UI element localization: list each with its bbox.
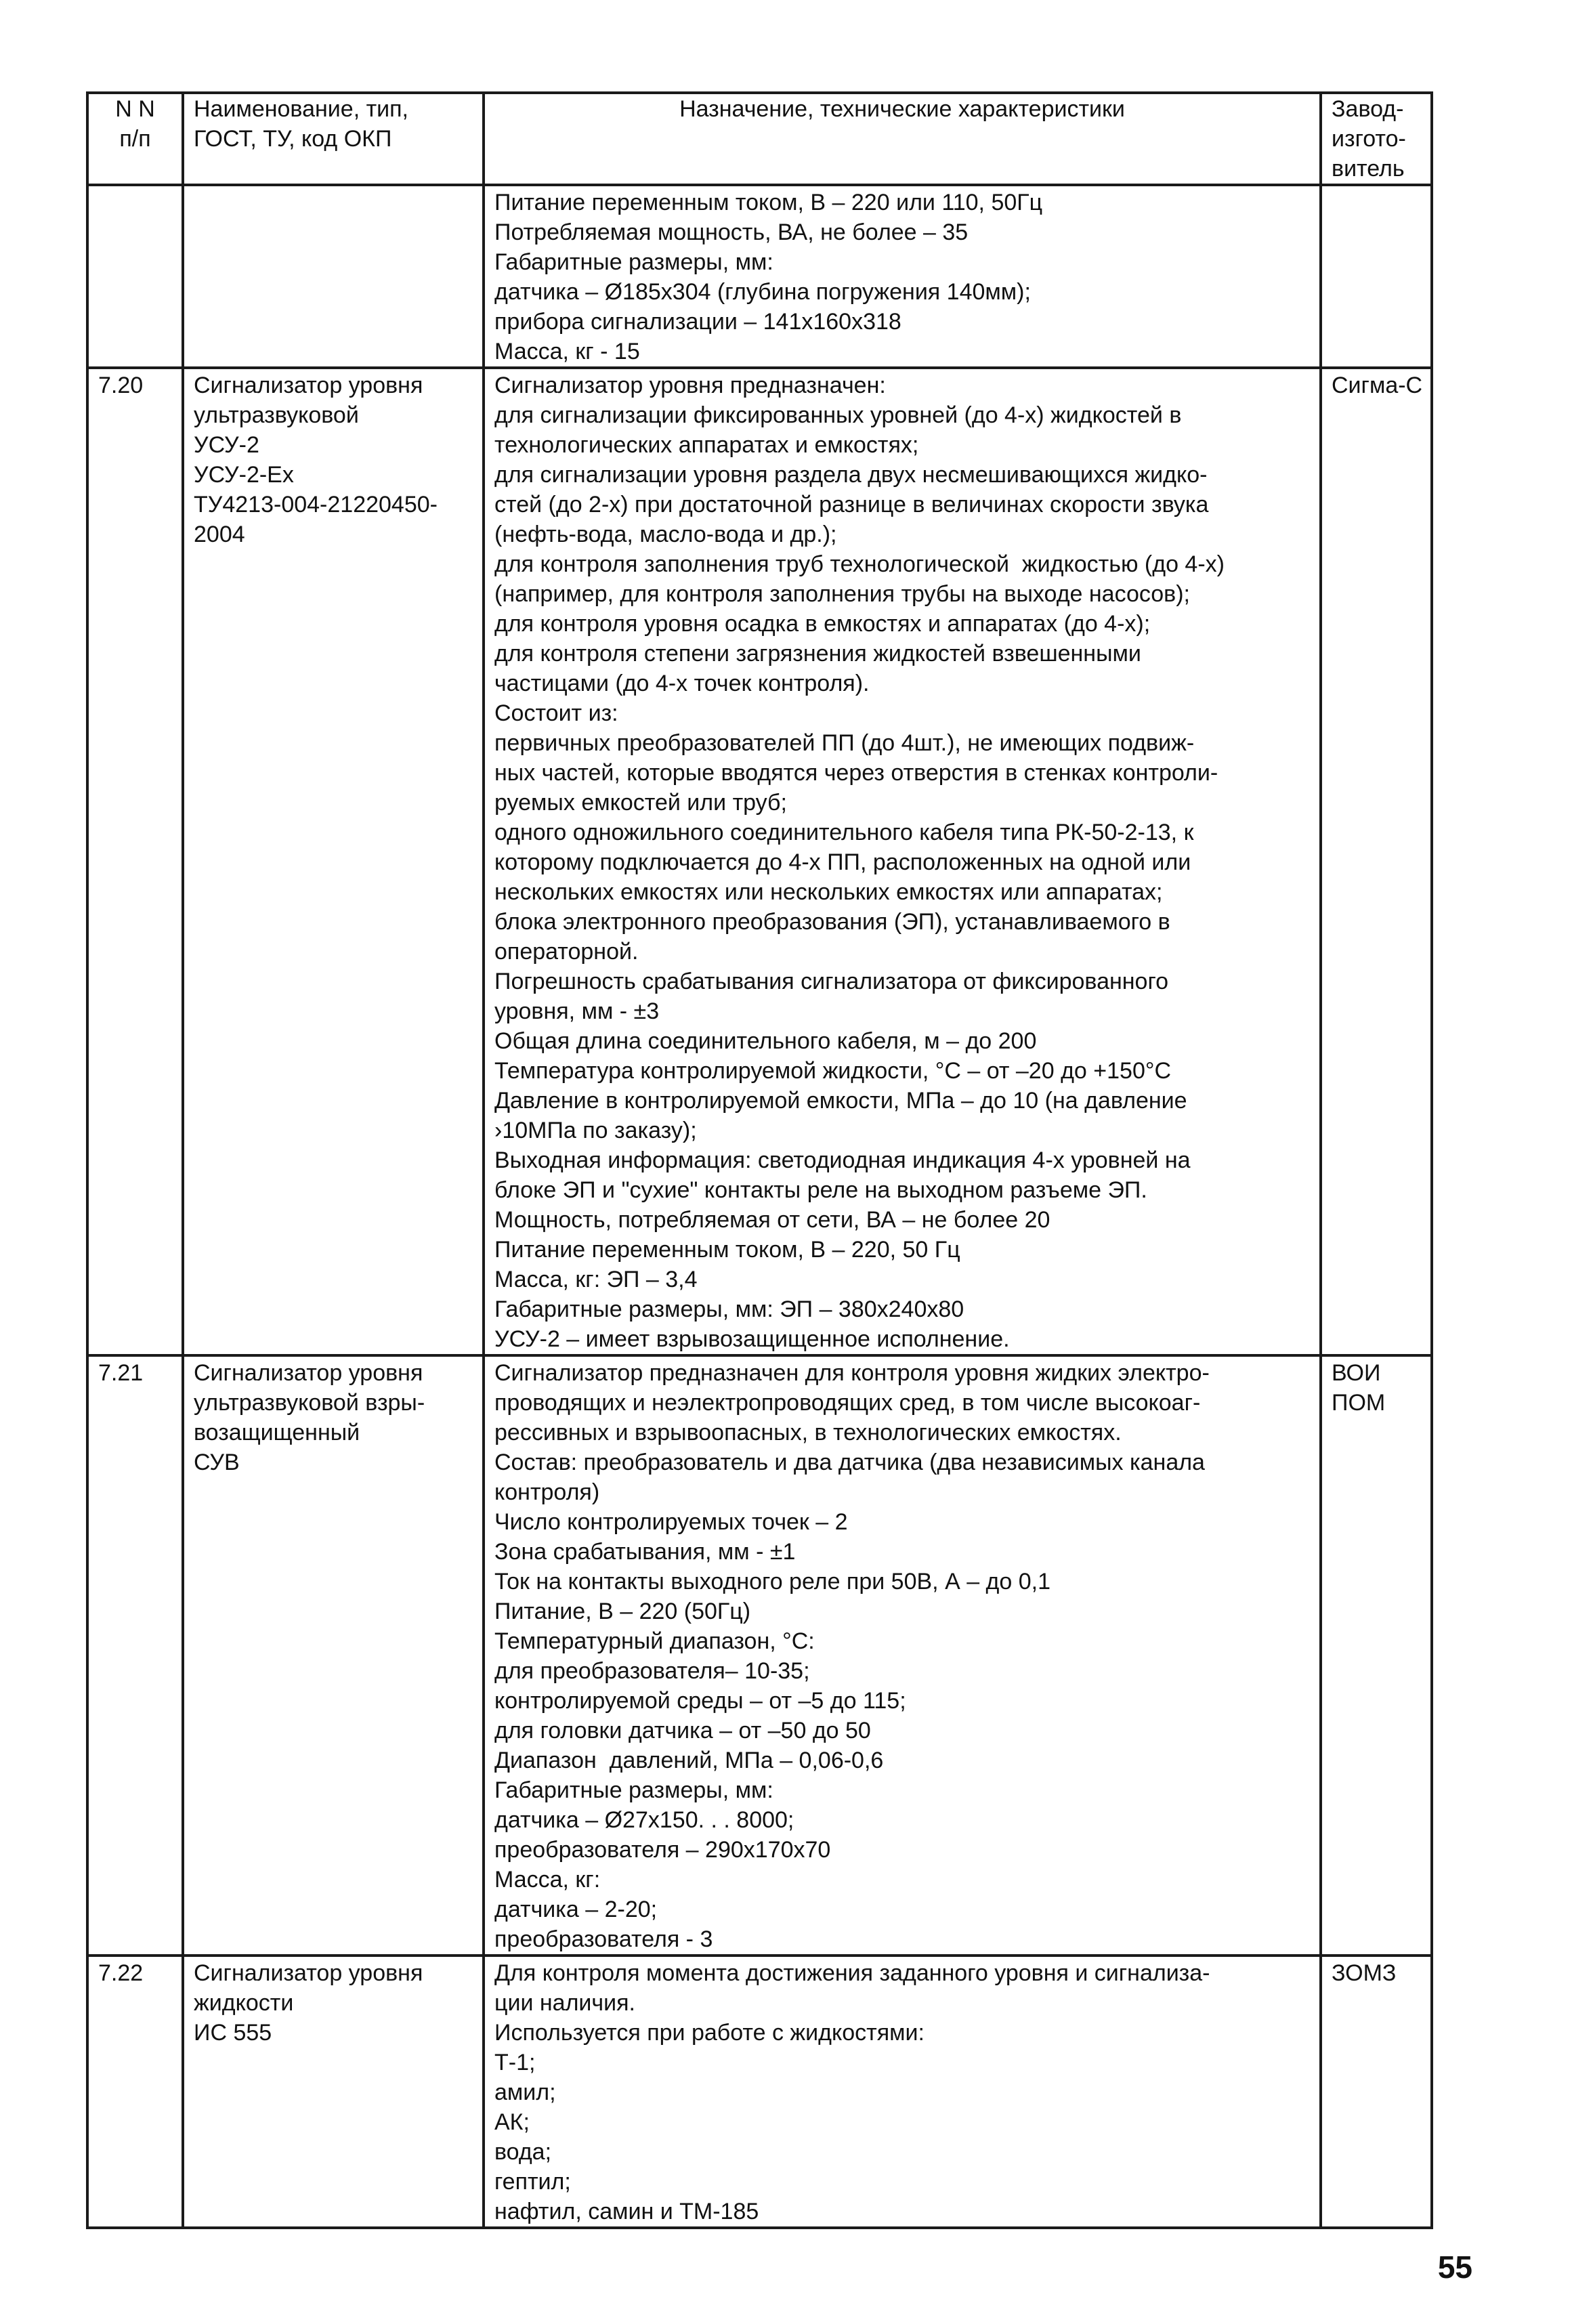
item-name-line: ТУ4213-004-21220450- xyxy=(194,492,438,517)
item-manufacturer xyxy=(1321,1355,1432,1956)
item-description-line: Питание переменным током, В – 220 или 110, 50Гц xyxy=(494,190,1043,215)
item-description-line: для контроля уровня осадка в емкостях и аппаратах (до 4-х); xyxy=(494,611,1151,637)
item-description-line: датчика – Ø185х304 (глубина погружения 140мм); xyxy=(494,279,1031,305)
item-description-line: для сигнализации фиксированных уровней (до 4-х) жидкостей в xyxy=(494,402,1182,428)
item-description-line: Общая длина соединительного кабеля, м – до 200 xyxy=(494,1028,1037,1054)
item-manufacturer-line: ВОИ xyxy=(1332,1360,1381,1386)
item-description-line: Зона срабатывания, мм - ±1 xyxy=(494,1539,796,1565)
item-description-line: Состав: преобразователь и два датчика (два независимых канала xyxy=(494,1450,1205,1475)
item-description-line: прибора сигнализации – 141х160х318 xyxy=(494,309,901,335)
item-description-line: Сигнализатор уровня предназначен: xyxy=(494,373,886,398)
header-number: N N п/п xyxy=(87,93,183,185)
item-name xyxy=(183,1956,484,2228)
item-description-line: Габаритные размеры, мм: xyxy=(494,1777,773,1803)
item-description-line: Число контролируемых точек – 2 xyxy=(494,1509,848,1535)
item-description-line: Габаритные размеры, мм: xyxy=(494,249,773,275)
item-number xyxy=(87,185,183,368)
item-description xyxy=(484,1355,1321,1956)
item-description-line: для контроля степени загрязнения жидкостей взвешенными xyxy=(494,641,1141,667)
item-name-line: 2004 xyxy=(194,522,245,547)
item-description-line: для сигнализации уровня раздела двух несмешивающихся жидко- xyxy=(494,462,1208,488)
item-manufacturer xyxy=(1321,185,1432,368)
item-description-line: вода; xyxy=(494,2139,552,2165)
table-row xyxy=(87,368,1432,1355)
item-description-line: контролируемой среды – от –5 до 115; xyxy=(494,1688,906,1714)
item-description-line: операторной. xyxy=(494,939,639,965)
header-manufacturer: Завод- изгото- витель xyxy=(1321,93,1432,185)
item-description-line: уровня, мм - ±3 xyxy=(494,998,660,1024)
item-description-line: Масса, кг: xyxy=(494,1867,601,1893)
item-name xyxy=(183,1355,484,1956)
item-name-line: жидкости xyxy=(194,1990,294,2016)
item-description-line: ции наличия. xyxy=(494,1990,635,2016)
item-description-line: Ток на контакты выходного реле при 50В, А – до 0,1 xyxy=(494,1569,1051,1594)
item-description-line: рессивных и взрывоопасных, в технологических емкостях. xyxy=(494,1420,1122,1445)
item-description-line: Для контроля момента достижения заданного уровня и сигнализа- xyxy=(494,1960,1210,1986)
item-description-line: для контроля заполнения труб технологической жидкостью (до 4-х) xyxy=(494,551,1225,577)
item-name-line: ИС 555 xyxy=(194,2020,272,2046)
item-description-line: первичных преобразователей ПП (до 4шт.), не имеющих подвиж- xyxy=(494,730,1195,756)
item-manufacturer-line: ПОМ xyxy=(1332,1390,1386,1416)
item-description-line: АК; xyxy=(494,2109,530,2135)
item-name xyxy=(183,185,484,368)
item-description-line: Используется при работе с жидкостями: xyxy=(494,2020,925,2046)
item-description-line: контроля) xyxy=(494,1479,600,1505)
item-number-text: 7.22 xyxy=(98,1960,144,1986)
item-name-line: Сигнализатор уровня xyxy=(194,1360,423,1386)
table-row xyxy=(87,1956,1432,2228)
item-description-line: нескольких емкостях или нескольких емкостях или аппаратах; xyxy=(494,879,1163,905)
item-description xyxy=(484,368,1321,1355)
item-number xyxy=(87,1355,183,1956)
item-description xyxy=(484,185,1321,368)
item-description-line: блока электронного преобразования (ЭП), устанавливаемого в xyxy=(494,909,1170,935)
item-description-line: гептил; xyxy=(494,2169,571,2195)
item-description-line: Температурный диапазон, °С: xyxy=(494,1628,815,1654)
table-row xyxy=(87,1355,1432,1956)
item-name-line: СУВ xyxy=(194,1450,240,1475)
item-description-line: УСУ-2 – имеет взрывозащищенное исполнение. xyxy=(494,1326,1010,1352)
item-description-line: Масса, кг - 15 xyxy=(494,339,640,364)
item-description-line: руемых емкостей или труб; xyxy=(494,790,787,816)
item-description-line: одного одножильного соединительного кабеля типа РК-50-2-13, к xyxy=(494,820,1194,845)
item-description-line: Давление в контролируемой емкости, МПа – до 10 (на давление xyxy=(494,1088,1187,1114)
item-name-line: ультразвуковой взры- xyxy=(194,1390,425,1416)
item-manufacturer-line: Сигма-С xyxy=(1332,373,1423,398)
item-manufacturer-line: ЗОМЗ xyxy=(1332,1960,1397,1986)
item-number-text: 7.21 xyxy=(98,1360,144,1386)
item-manufacturer xyxy=(1321,1956,1432,2228)
item-name xyxy=(183,368,484,1355)
item-description-line: технологических аппаратах и емкостях; xyxy=(494,432,919,458)
item-description-line: амил; xyxy=(494,2079,556,2105)
table-header-row xyxy=(87,93,1432,185)
item-description-line: датчика – Ø27х150. . . 8000; xyxy=(494,1807,794,1833)
item-description-line: Сигнализатор предназначен для контроля уровня жидких электро- xyxy=(494,1360,1210,1386)
item-number xyxy=(87,1956,183,2228)
item-description-line: Диапазон давлений, МПа – 0,06-0,6 xyxy=(494,1748,884,1773)
item-name-line: УСУ-2 xyxy=(194,432,259,458)
item-number xyxy=(87,368,183,1355)
item-description-line: Габаритные размеры, мм: ЭП – 380х240х80 xyxy=(494,1296,964,1322)
item-description-line: преобразователя – 290х170х70 xyxy=(494,1837,831,1863)
item-name-line: УСУ-2-Ex xyxy=(194,462,294,488)
header-name: Наименование, тип, ГОСТ, ТУ, код ОКП xyxy=(183,93,484,185)
item-description-line: Масса, кг: ЭП – 3,4 xyxy=(494,1267,698,1292)
item-description-line: Температура контролируемой жидкости, °С – от –20 до +150°С xyxy=(494,1058,1171,1084)
item-description-line: Погрешность срабатывания сигнализатора от фиксированного xyxy=(494,969,1169,994)
item-manufacturer xyxy=(1321,368,1432,1355)
item-name-line: ультразвуковой xyxy=(194,402,359,428)
item-description-line: блоке ЭП и "сухие" контакты реле на выходном разъеме ЭП. xyxy=(494,1177,1147,1203)
item-description-line: (например, для контроля заполнения трубы на выходе насосов); xyxy=(494,581,1190,607)
item-description-line: нафтил, самин и ТМ-185 xyxy=(494,2199,759,2224)
item-description-line: Потребляемая мощность, ВА, не более – 35 xyxy=(494,219,969,245)
item-description-line: (нефть-вода, масло-вода и др.); xyxy=(494,522,837,547)
item-description-line: стей (до 2-х) при достаточной разнице в величинах скорости звука xyxy=(494,492,1209,517)
header-description: Назначение, технические характеристики xyxy=(484,93,1321,185)
page-number: 55 xyxy=(1437,2249,1472,2285)
item-description-line: Мощность, потребляемая от сети, ВА – не более 20 xyxy=(494,1207,1050,1233)
item-description-line: проводящих и неэлектропроводящих сред, в том числе высокоаг- xyxy=(494,1390,1201,1416)
item-description-line: которому подключается до 4-х ПП, расположенных на одной или xyxy=(494,849,1191,875)
item-description-line: Т-1; xyxy=(494,2050,536,2075)
table-row xyxy=(87,185,1432,368)
item-name-line: Сигнализатор уровня xyxy=(194,373,423,398)
item-description-line: для преобразователя– 10-35; xyxy=(494,1658,810,1684)
item-description-line: ›10МПа по заказу); xyxy=(494,1118,697,1143)
item-description-line: преобразователя - 3 xyxy=(494,1926,713,1952)
item-description-line: частицами (до 4-х точек контроля). xyxy=(494,671,870,696)
item-number-text: 7.20 xyxy=(98,373,144,398)
spec-table xyxy=(86,91,1433,2229)
item-description-line: Питание, В – 220 (50Гц) xyxy=(494,1599,751,1624)
item-description-line: ных частей, которые вводятся через отверстия в стенках контроли- xyxy=(494,760,1218,786)
item-description-line: Состоит из: xyxy=(494,700,618,726)
item-description-line: для головки датчика – от –50 до 50 xyxy=(494,1718,871,1744)
item-description-line: Питание переменным током, В – 220, 50 Гц xyxy=(494,1237,960,1263)
item-description-line: Выходная информация: светодиодная индикация 4-х уровней на xyxy=(494,1147,1191,1173)
item-description xyxy=(484,1956,1321,2228)
item-name-line: Сигнализатор уровня xyxy=(194,1960,423,1986)
item-name-line: возащищенный xyxy=(194,1420,360,1445)
item-description-line: датчика – 2-20; xyxy=(494,1897,658,1922)
